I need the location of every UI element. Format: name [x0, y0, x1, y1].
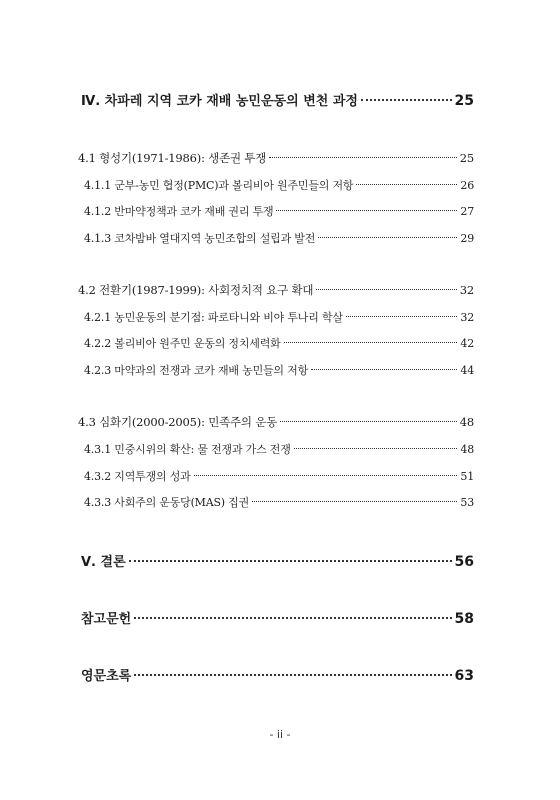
- toc-entry-page: 32: [459, 283, 474, 297]
- page-number: - ii -: [269, 728, 291, 741]
- toc-leader-dots: [280, 421, 457, 422]
- toc-entry-page: 26: [460, 179, 474, 192]
- toc-entry-section-4-2: [78, 282, 474, 298]
- toc-entry-page: 25: [459, 151, 474, 165]
- toc-entry-page: 63: [454, 668, 474, 684]
- toc-leader-dots: [284, 342, 458, 343]
- toc-entry-page: 56: [454, 554, 474, 570]
- toc-entry-page: 53: [460, 496, 474, 509]
- toc-leader-dots: [346, 316, 458, 317]
- toc-leader-dots: [134, 674, 451, 676]
- toc-entry-title: 4.2.2 볼리비아 원주민 운동의 정치세력화: [84, 337, 281, 350]
- toc-entry-references: [81, 608, 474, 627]
- toc-entry-title: Ⅳ. 차파레 지역 코카 재배 농민운동의 변천 과정: [81, 94, 358, 109]
- toc-entry-title: 참고문헌: [81, 612, 132, 627]
- toc-entry-page: 25: [454, 93, 474, 109]
- toc-leader-dots: [276, 210, 457, 211]
- toc-entry-page: 42: [460, 337, 474, 350]
- toc-entry-title: 4.2 전환기(1987-1999): 사회정치적 요구 확대: [78, 283, 314, 297]
- toc-leader-dots: [316, 289, 456, 290]
- toc-entry-title: 4.2.1 농민운동의 분기점: 파로타니와 비야 투나리 학살: [84, 311, 343, 324]
- toc-leader-dots: [129, 560, 452, 562]
- toc-leader-dots: [269, 157, 457, 158]
- toc-entry-title: 영문초록: [81, 669, 132, 684]
- toc-entry-title: 4.1 형성기(1971-1986): 생존권 투쟁: [78, 151, 267, 165]
- toc-leader-dots: [356, 184, 457, 185]
- toc-entry-page: 48: [459, 415, 474, 429]
- toc-entry-title: 4.3 심화기(2000-2005): 민족주의 운동: [78, 415, 278, 429]
- toc-entry-title: 4.1.1 군부-농민 협정(PMC)과 볼리비아 원주민들의 저항: [84, 179, 354, 192]
- toc-leader-dots: [252, 501, 457, 502]
- toc-entry-title: 4.1.3 코차밤바 열대지역 농민조합의 설립과 발전: [84, 232, 316, 245]
- toc-entry-page: 32: [460, 311, 474, 324]
- toc-entry-title: 4.1.2 반마약정책과 코카 재배 권리 투쟁: [84, 205, 274, 218]
- toc-leader-dots: [134, 617, 451, 619]
- toc-entry-title: 4.3.3 사회주의 운동당(MAS) 집권: [84, 496, 250, 509]
- toc-entry-page: 29: [460, 232, 474, 245]
- toc-entry-subsection-4-2-1: [84, 309, 474, 325]
- toc-entry-page: 44: [460, 364, 474, 377]
- toc-entry-subsection-4-2-2: [84, 335, 474, 351]
- toc-entry-abstract: [81, 665, 474, 684]
- toc-leader-dots: [311, 369, 457, 370]
- toc-leader-dots: [194, 475, 458, 476]
- toc-entry-section-4-1: [78, 150, 474, 166]
- toc-entry-subsection-4-3-2: [84, 468, 474, 484]
- toc-leader-dots: [294, 448, 458, 449]
- toc-entry-subsection-4-3-3: [84, 494, 474, 510]
- toc-entry-section-4-3: [78, 414, 474, 430]
- toc-entry-page: 48: [460, 443, 474, 456]
- toc-entry-title: 4.3.2 지역투쟁의 성과: [84, 470, 191, 483]
- toc-entry-subsection-4-3-1: [84, 441, 474, 457]
- toc-leader-dots: [361, 99, 452, 101]
- toc-entry-title: 4.2.3 마약과의 전쟁과 코카 재배 농민들의 저항: [84, 364, 309, 377]
- toc-leader-dots: [318, 237, 457, 238]
- toc-entry-page: 51: [460, 470, 474, 483]
- toc-entry-page: 58: [454, 611, 474, 627]
- toc-entry-subsection-4-2-3: [84, 362, 474, 378]
- toc-entry-chapter-5: [81, 551, 474, 570]
- toc-entry-chapter-4: [81, 90, 474, 109]
- toc-entry-subsection-4-1-2: [84, 203, 474, 219]
- toc-entry-subsection-4-1-3: [84, 230, 474, 246]
- toc-entry-title: Ⅴ. 결론: [81, 555, 126, 570]
- toc-entry-subsection-4-1-1: [84, 177, 474, 193]
- toc-entry-page: 27: [460, 205, 474, 218]
- toc-entry-title: 4.3.1 민중시위의 확산: 물 전쟁과 가스 전쟁: [84, 443, 291, 456]
